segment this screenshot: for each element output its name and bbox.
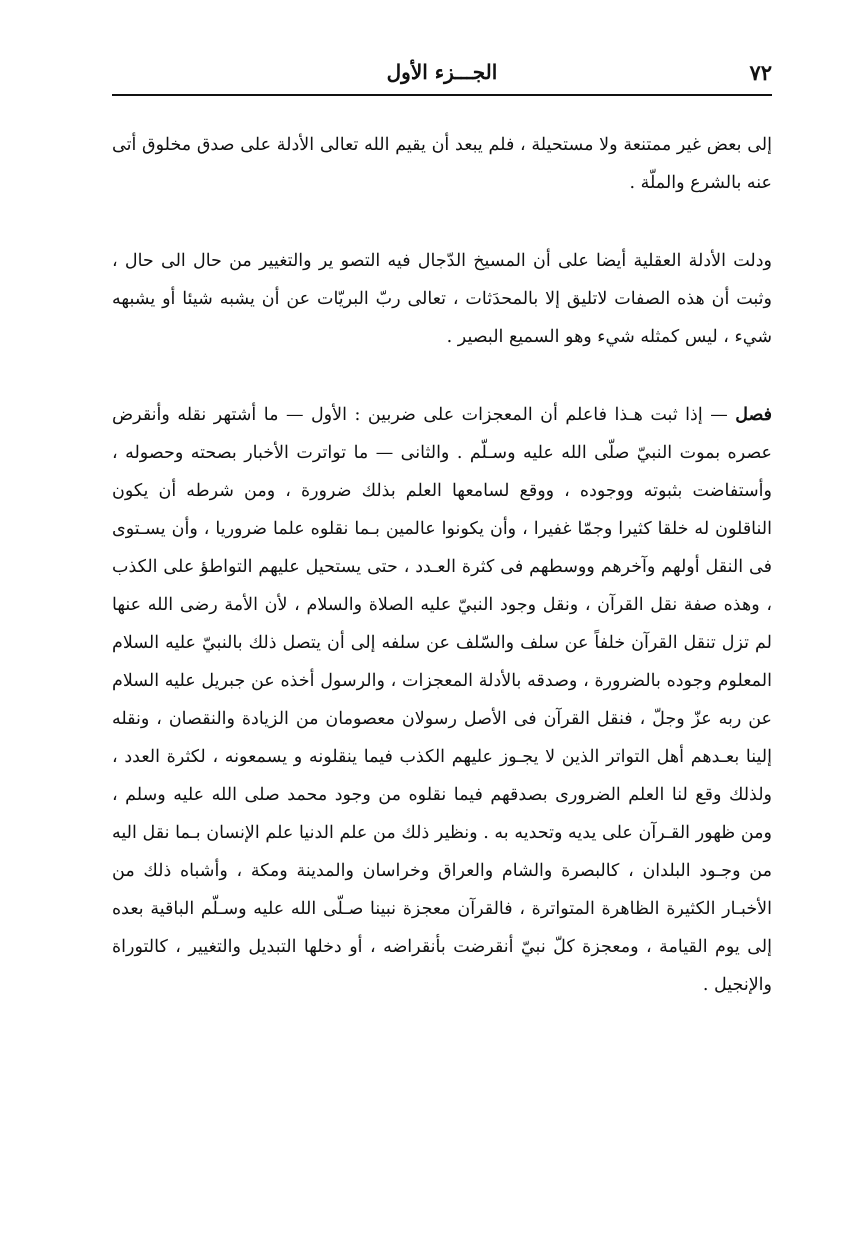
paragraph-3-text: — إذا ثبت هـذا فاعلم أن المعجزات على ضربين : الأول — ما أشتهر نقله وأنقرض عصره بموت النبيّ صلّى الله عليه وسـلّم . والثانى — ما تواترت الأخبار بصحته وحصوله ، وأستفاضت بثبوته ووجوده ، ووقع لسامعها العلم بذلك ضرورة ، ومن شرطه أن يكون الناقلون له خلقا كثيرا وجمّا غفيرا ، وأن يكونوا عالمين بـما نقلوه علما ضروريا ، وأن يسـتوى فى النقل أولهم وآخرهم ووسطهم فى كثرة العـدد ، حتى يستحيل عليهم التواطؤ على الكذب ، وهذه صفة نقل القرآن ، ونقل وجود النبيّ عليه الصلاة والسلام ، لأن الأمة رضى الله عنها لم تزل تنقل القرآن خلفاً عن سلف والسّلف عن سلفه إلى أن يتصل ذلك بالنبيّ عليه السلام المعلوم وجوده بالضرورة ، وصدقه بالأدلة المعجزات ، والرسول أخذه عن جبريل عليه السلام عن ربه عزّ وجلّ ، فنقل القرآن فى الأصل رسولان معصومان من الزيادة والنقصان ، ونقله إلينا بعـدهم أهل التواتر الذين لا يجـوز عليهم الكذب فيما ينقلونه و يسمعونه ، لكثرة العدد ، ولذلك وقع لنا العلم الضرورى بصدقهم فيما نقلوه من وجود محمد صلى الله عليه وسلم ، ومن ظهور القـرآن على يديه وتحديه به . ونظير ذلك من علم الدنيا علم الإنسان بـما نقل اليه من وجـود البلدان ، كالبصرة والشام والعراق وخراسان والمدينة ومكة ، وأشباه ذلك من الأخبـار الكثيرة الظاهرة المتواترة ، فالقرآن معجزة نبينا صـلّى الله عليه وسـلّم الباقية بعده إلى يوم القيامة ، ومعجزة كلّ نبيّ أنقرضت بأنقراضه ، أو دخلها التبديل والتغيير ، كالتوراة والإنجيل . [112, 405, 772, 995]
page-header [112, 52, 772, 92]
paragraph-3 [112, 396, 772, 1004]
paragraph-gap [112, 202, 772, 242]
fasl-heading: فصل [735, 405, 772, 425]
paragraph-1: إلى بعض غير ممتنعة ولا مستحيلة ، فلم يبعد أن يقيم الله تعالى الأدلة على صدق مخلوق أتى عنه بالشرع والملّة . [112, 135, 772, 193]
running-title: الجـــزء الأول [386, 60, 498, 84]
main-text [112, 126, 772, 1004]
paragraph-2: ودلت الأدلة العقلية أيضا على أن المسيخ الدّجال فيه التصو ير والتغيير من حال الى حال ، وثبت أن هذه الصفات لاتليق إلا بالمحدَثات ، تعالى ربّ البريّات عن أن يشبه شيئا أو يشبهه شيء ، ليس كمثله شيء وهو السميع البصير . [112, 251, 772, 347]
paragraph-gap [112, 356, 772, 396]
page-number: ٧٢ [749, 60, 772, 85]
header-rule [112, 94, 772, 96]
